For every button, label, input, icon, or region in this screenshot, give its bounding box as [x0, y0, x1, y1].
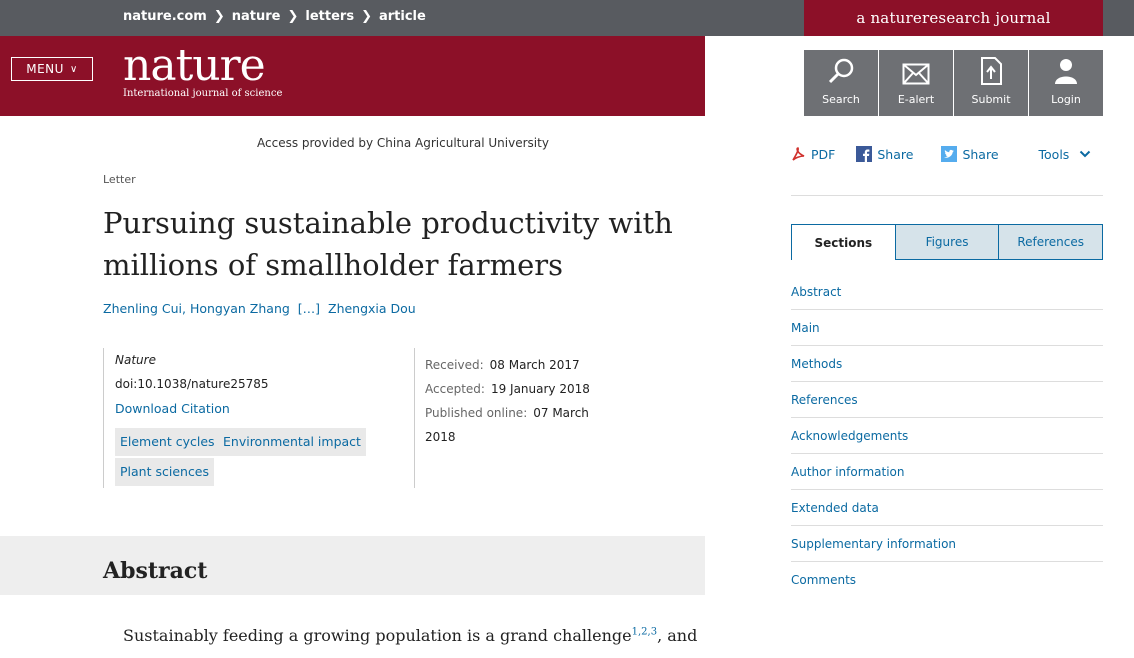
doi: doi:10.1038/nature25785: [115, 377, 269, 391]
journal-name: Nature: [115, 353, 156, 367]
tab-sections[interactable]: Sections: [791, 224, 896, 260]
subject-tag[interactable]: Plant sciences: [115, 458, 214, 486]
article-title: Pursuing sustainable productivity with millions of smallholder farmers: [103, 206, 673, 282]
section-link-acknowledgements[interactable]: Acknowledgements: [791, 418, 1103, 454]
section-link-methods[interactable]: Methods: [791, 346, 1103, 382]
section-link-main[interactable]: Main: [791, 310, 1103, 346]
sections-list: [791, 274, 1103, 598]
chevron-down-icon: [1079, 150, 1091, 158]
login-label: Login: [1051, 93, 1081, 106]
tab-references[interactable]: References: [998, 224, 1103, 260]
accepted-label: Accepted:: [425, 382, 485, 396]
search-label: Search: [822, 93, 860, 106]
section-link-extended-data[interactable]: Extended data: [791, 490, 1103, 526]
reference-link[interactable]: 1,2,3: [631, 626, 658, 638]
menu-button[interactable]: [11, 57, 93, 81]
breadcrumb-nature-com[interactable]: nature.com: [123, 9, 207, 24]
nature-logo[interactable]: [123, 40, 283, 99]
masthead: [0, 36, 705, 116]
article-info: [103, 348, 623, 488]
section-link-references[interactable]: References: [791, 382, 1103, 418]
search-button[interactable]: [804, 50, 878, 116]
published-label: Published online:: [425, 406, 528, 420]
pdf-label: PDF: [811, 146, 836, 162]
chevron-right-icon: ❯: [287, 9, 299, 24]
logo-word: nature: [123, 40, 265, 91]
nature-research-journal-banner[interactable]: a natureresearch journal: [804, 0, 1103, 36]
search-icon: [827, 57, 855, 85]
author-link[interactable]: Hongyan Zhang: [189, 301, 290, 316]
chevron-right-icon: ❯: [213, 9, 225, 24]
pdf-icon: [790, 146, 806, 162]
breadcrumb-letters[interactable]: letters: [305, 9, 355, 24]
author-link[interactable]: Zhenling Cui: [103, 301, 182, 316]
expand-authors-button[interactable]: […]: [297, 301, 321, 316]
twitter-share-label: Share: [962, 146, 999, 162]
subject-tag[interactable]: Environmental impact: [218, 428, 366, 456]
breadcrumb-article: article: [378, 9, 426, 24]
received-label: Received:: [425, 358, 484, 372]
envelope-icon: [902, 63, 930, 85]
download-citation-link[interactable]: Download Citation: [115, 401, 230, 416]
facebook-share-label: Share: [877, 146, 914, 162]
subject-tag[interactable]: Element cycles: [115, 428, 220, 456]
twitter-share-button[interactable]: [941, 146, 998, 162]
pdf-link[interactable]: [790, 146, 835, 162]
logo-tagline: International journal of science: [123, 88, 283, 99]
article-dates: [425, 353, 623, 449]
twitter-icon: [941, 146, 957, 162]
abstract-heading: Abstract: [103, 558, 208, 584]
abstract-text-start: Sustainably feeding a growing population is a grand challenge: [123, 626, 632, 645]
divider: [791, 195, 1103, 196]
tools-dropdown[interactable]: [1039, 147, 1097, 162]
author-list: Zhenling Cui, Hongyan Zhang […] Zhengxia Dou: [103, 301, 416, 316]
author-link[interactable]: Zhengxia Dou: [328, 301, 416, 316]
tools-label: Tools: [1038, 146, 1070, 162]
facebook-share-button[interactable]: [856, 146, 913, 162]
section-link-abstract[interactable]: Abstract: [791, 274, 1103, 310]
section-link-comments[interactable]: Comments: [791, 573, 857, 587]
accepted-date: 19 January 2018: [490, 382, 590, 396]
e-alert-label: E-alert: [897, 93, 935, 106]
submit-label: Submit: [971, 93, 1011, 106]
upload-document-icon: [980, 57, 1002, 85]
received-date: 08 March 2017: [489, 358, 580, 372]
article-info-left: [103, 348, 415, 488]
tab-figures[interactable]: Figures: [895, 224, 1000, 260]
user-icon: [1054, 57, 1078, 85]
header-tools: [804, 50, 1103, 116]
abstract-text-end: , and: [657, 626, 698, 645]
section-link-supplementary-information[interactable]: Supplementary information: [791, 526, 1103, 562]
article-type: Letter: [103, 173, 136, 186]
chevron-right-icon: ❯: [361, 9, 372, 24]
share-bar: [790, 146, 1096, 162]
login-button[interactable]: [1029, 50, 1103, 116]
sidebar-tabs: [791, 224, 1103, 260]
section-link-author-information[interactable]: Author information: [791, 454, 1103, 490]
abstract-text: [123, 626, 697, 645]
access-notice: Access provided by China Agricultural University: [257, 136, 549, 150]
breadcrumb: [123, 9, 426, 24]
e-alert-button[interactable]: [879, 50, 953, 116]
breadcrumb-nature[interactable]: nature: [231, 9, 281, 24]
facebook-icon: [856, 146, 872, 162]
submit-button[interactable]: [954, 50, 1028, 116]
menu-label: MENU: [26, 62, 64, 76]
chevron-down-icon: ∨: [69, 63, 78, 75]
published-date: 07 March 2018: [425, 406, 589, 444]
